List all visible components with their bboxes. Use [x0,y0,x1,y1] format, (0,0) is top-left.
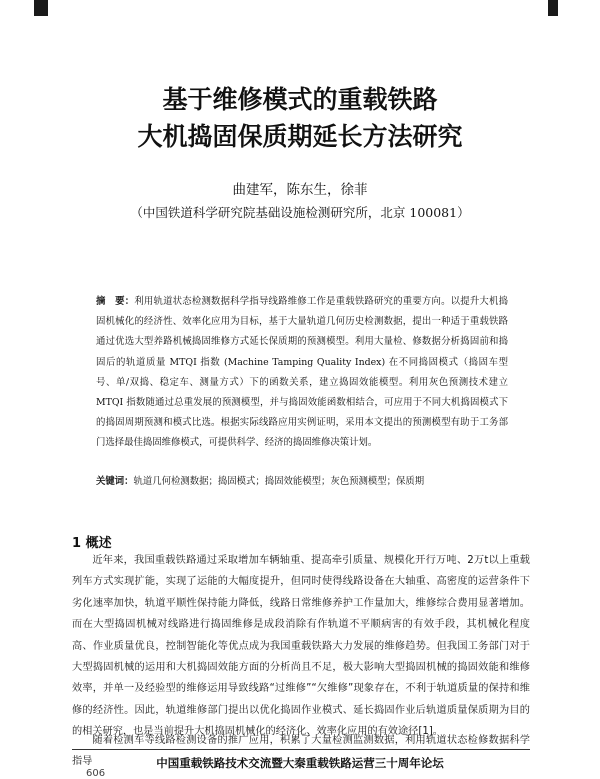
abstract-text: 利用轨道状态检测数据科学指导线路维修工作是重载铁路研究的重要方向。以提升大机捣固机械化的经济性、效率化应用为目标，基于大量轨道几何历史检测数据，提出一种适于重载铁路通过优选大型养路机械捣固维修方式延长保质期的预测模型。利用大量检、修数据分析捣固前和捣固后的轨道质量 MTQI 指数 (Machine Tamping Quality Index) 在不同捣固模式（捣固车型号、单/双捣、稳定车、测量方式）下的函数关系，建立捣固效能模型。利用灰色预测技术建立 MTQI 指数随通过总重发展的预测模型，并与捣固效能函数相结合，可应用于不同大机捣固模式下的捣固周期预测和模式比选。根据实际线路应用实例证明，采用本文提出的预测模型有助于工务部门选择最佳捣固维修模式，可提供科学、经济的捣固维修决策计划。 [96,296,508,449]
authors: 曲建军，陈东生，徐菲 [232,182,368,198]
footer-rule [72,749,530,750]
body-paragraph-1: 近年来，我国重载铁路通过采取增加车辆轴重、提高牵引质量、规模化开行万吨、2万t以上重载列车方式实现扩能，实现了运能的大幅度提升，但同时使得线路设备在大轴重、高密度的运营条件下劣化速率加快，轨道平顺性保持能力降低，线路日常维修养护工作量加大，维修综合费用显著增加。而在大型捣固机械对线路进行捣固维修是成段消除有作轨道不平顺病害的有效手段，其机械化程度高、作业质量优良，控制智能化等优点成为我国重载铁路大力发展的维修趋势。但我国工务部门对于大型捣固机械的运用和大机捣固效能方面的分析尚且不足，极大影响大型捣固机械的捣固效能和维修效率，并单一及经验型的维修运用导致线路“过维修”“欠维修”现象存在，不利于轨道质量的保持和维修的经济性。因此，轨道维修部门提出以优化捣固作业模式、延长捣固作业后轨道质量保质期为目的的相关研究，也是当前提升大机捣固机械化的经济化、效率化应用的有效途径[1]。 [72,555,530,738]
keywords-label: 关键词： [96,476,134,487]
abstract [96,292,508,454]
section-heading: 1 概述 [72,536,112,551]
page-number: 606 [86,768,106,779]
keywords-text: 轨道几何检测数据；捣固模式；捣固效能模型；灰色预测模型；保质期 [133,476,425,487]
affiliation: （中国铁道科学研究院基础设施检测研究所，北京 100081） [130,205,470,220]
keywords [96,472,508,492]
title-line-1: 基于维修模式的重载铁路 [162,85,438,114]
body-paragraph-2: 随着检测车等线路检测设备的推广应用，积累了大量检测监测数据，利用轨道状态检修数据科学指导 [72,735,530,768]
edge-mark-right [548,0,558,16]
title-line-2: 大机捣固保质期延长方法研究 [137,122,463,151]
footer-text: 中国重载铁路技术交流暨大秦重载铁路运营三十周年论坛 [156,756,444,770]
abstract-label: 摘 要： [96,296,135,307]
edge-mark-left [34,0,48,16]
